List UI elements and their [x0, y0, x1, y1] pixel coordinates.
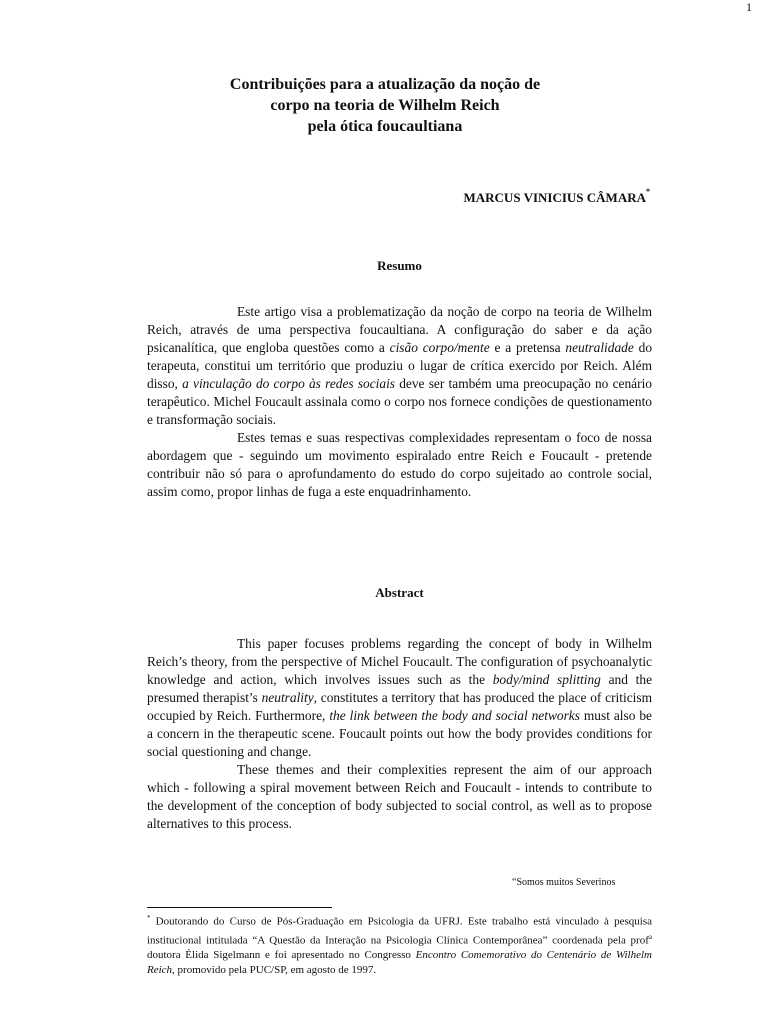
- resumo-paragraph-1: [147, 303, 652, 429]
- author-line: [463, 187, 651, 206]
- resumo-emphasis: a vinculação do corpo às redes sociais: [182, 376, 396, 391]
- abstract-heading: Abstract: [375, 585, 424, 600]
- resumo-text: Este artigo visa a problematização da noção de corpo na teoria de Wilhelm Reich, através de uma perspectiva foucaultiana. A configuração do saber e da ação psicanalítica, que engloba questões como a: [147, 304, 652, 355]
- resumo-heading: Resumo: [377, 258, 422, 273]
- abstract-paragraph-2: These themes and their complexities represent the aim of our approach which - following a spiral movement between Reich and Foucault - intends to contribute to the development of the conception of body subjected to social control, as well as to propose alternatives to this process.: [147, 762, 652, 831]
- resumo-text: e a pretensa: [489, 340, 566, 355]
- resumo-text: deve ser também uma preocupação no cenário terapêutico. Michel Foucault assinala como o corpo nos fornece condições de questionamento e transformação sociais.: [147, 376, 652, 427]
- title-line-1: Contribuições para a atualização da noção de: [229, 76, 541, 93]
- footnote-text: doutora Élida Sigelmann e foi apresentado no Congresso: [147, 949, 416, 962]
- title-line-3: pela ótica foucaultiana: [307, 118, 463, 135]
- footnote-event-title: Encontro Comemorativo do Centenário de Wilhelm Reich: [147, 949, 652, 977]
- footnote: [147, 911, 652, 978]
- resumo-emphasis: neutralidade: [565, 340, 634, 355]
- abstract-text: , constitutes a territory that has produced the place of criticism occupied by Reich. Furthermore,: [147, 690, 652, 723]
- abstract-paragraph-1: [147, 635, 652, 761]
- author-name: MARCUS VINICIUS CÂMARA: [463, 190, 646, 205]
- footnote-divider: [147, 907, 332, 908]
- footnote-text: Doutorando do Curso de Pós-Graduação em Psicologia da UFRJ. Este trabalho está vinculado à pesquisa institucional intitulada “A Questão da Interação na Psicologia Clínica Contemporânea” coordenada pela prof: [147, 915, 652, 947]
- footnote-text: , promovido pela PUC/SP, em agosto de 1997.: [172, 964, 377, 977]
- paper-title: [150, 74, 620, 137]
- footnote-marker: *: [147, 914, 151, 922]
- abstract-emphasis: the link between the body and social networks: [329, 708, 580, 723]
- abstract-emphasis: body/mind splitting: [492, 672, 601, 687]
- resumo-emphasis: cisão corpo/mente: [389, 340, 490, 355]
- epigraph: “Somos muitos Severinos: [512, 877, 616, 888]
- abstract-emphasis: neutrality: [261, 690, 314, 705]
- abstract-text: This paper focuses problems regarding the concept of body in Wilhelm Reich’s theory, from the perspective of Michel Foucault. The configuration of psychoanalytic knowledge and action, which involves issues such as the: [147, 636, 652, 687]
- author-footnote-marker: *: [646, 187, 650, 196]
- footnote-ordinal: a: [648, 932, 652, 941]
- page-number: 1: [746, 0, 752, 14]
- abstract-body: [147, 635, 652, 833]
- resumo-text: do terapeuta, constitui um território que produziu o lugar de crítica exercido por Reich. Além disso,: [147, 340, 653, 391]
- title-line-2: corpo na teoria de Wilhelm Reich: [270, 97, 500, 114]
- abstract-text: must also be a concern in the therapeutic scene. Foucault points out how the body provides conditions for social questioning and change.: [147, 708, 652, 759]
- resumo-paragraph-2: Estes temas e suas respectivas complexidades representam o foco de nossa abordagem que - seguindo um movimento espiralado entre Reich e Foucault - pretende contribuir não só para o aprofundamento do estudo do corpo sujeitado ao controle social, assim como, propor linhas de fuga a este enquadrinhamento.: [147, 430, 652, 499]
- resumo-body: [147, 303, 652, 501]
- abstract-text: and the presumed therapist’s: [147, 672, 653, 705]
